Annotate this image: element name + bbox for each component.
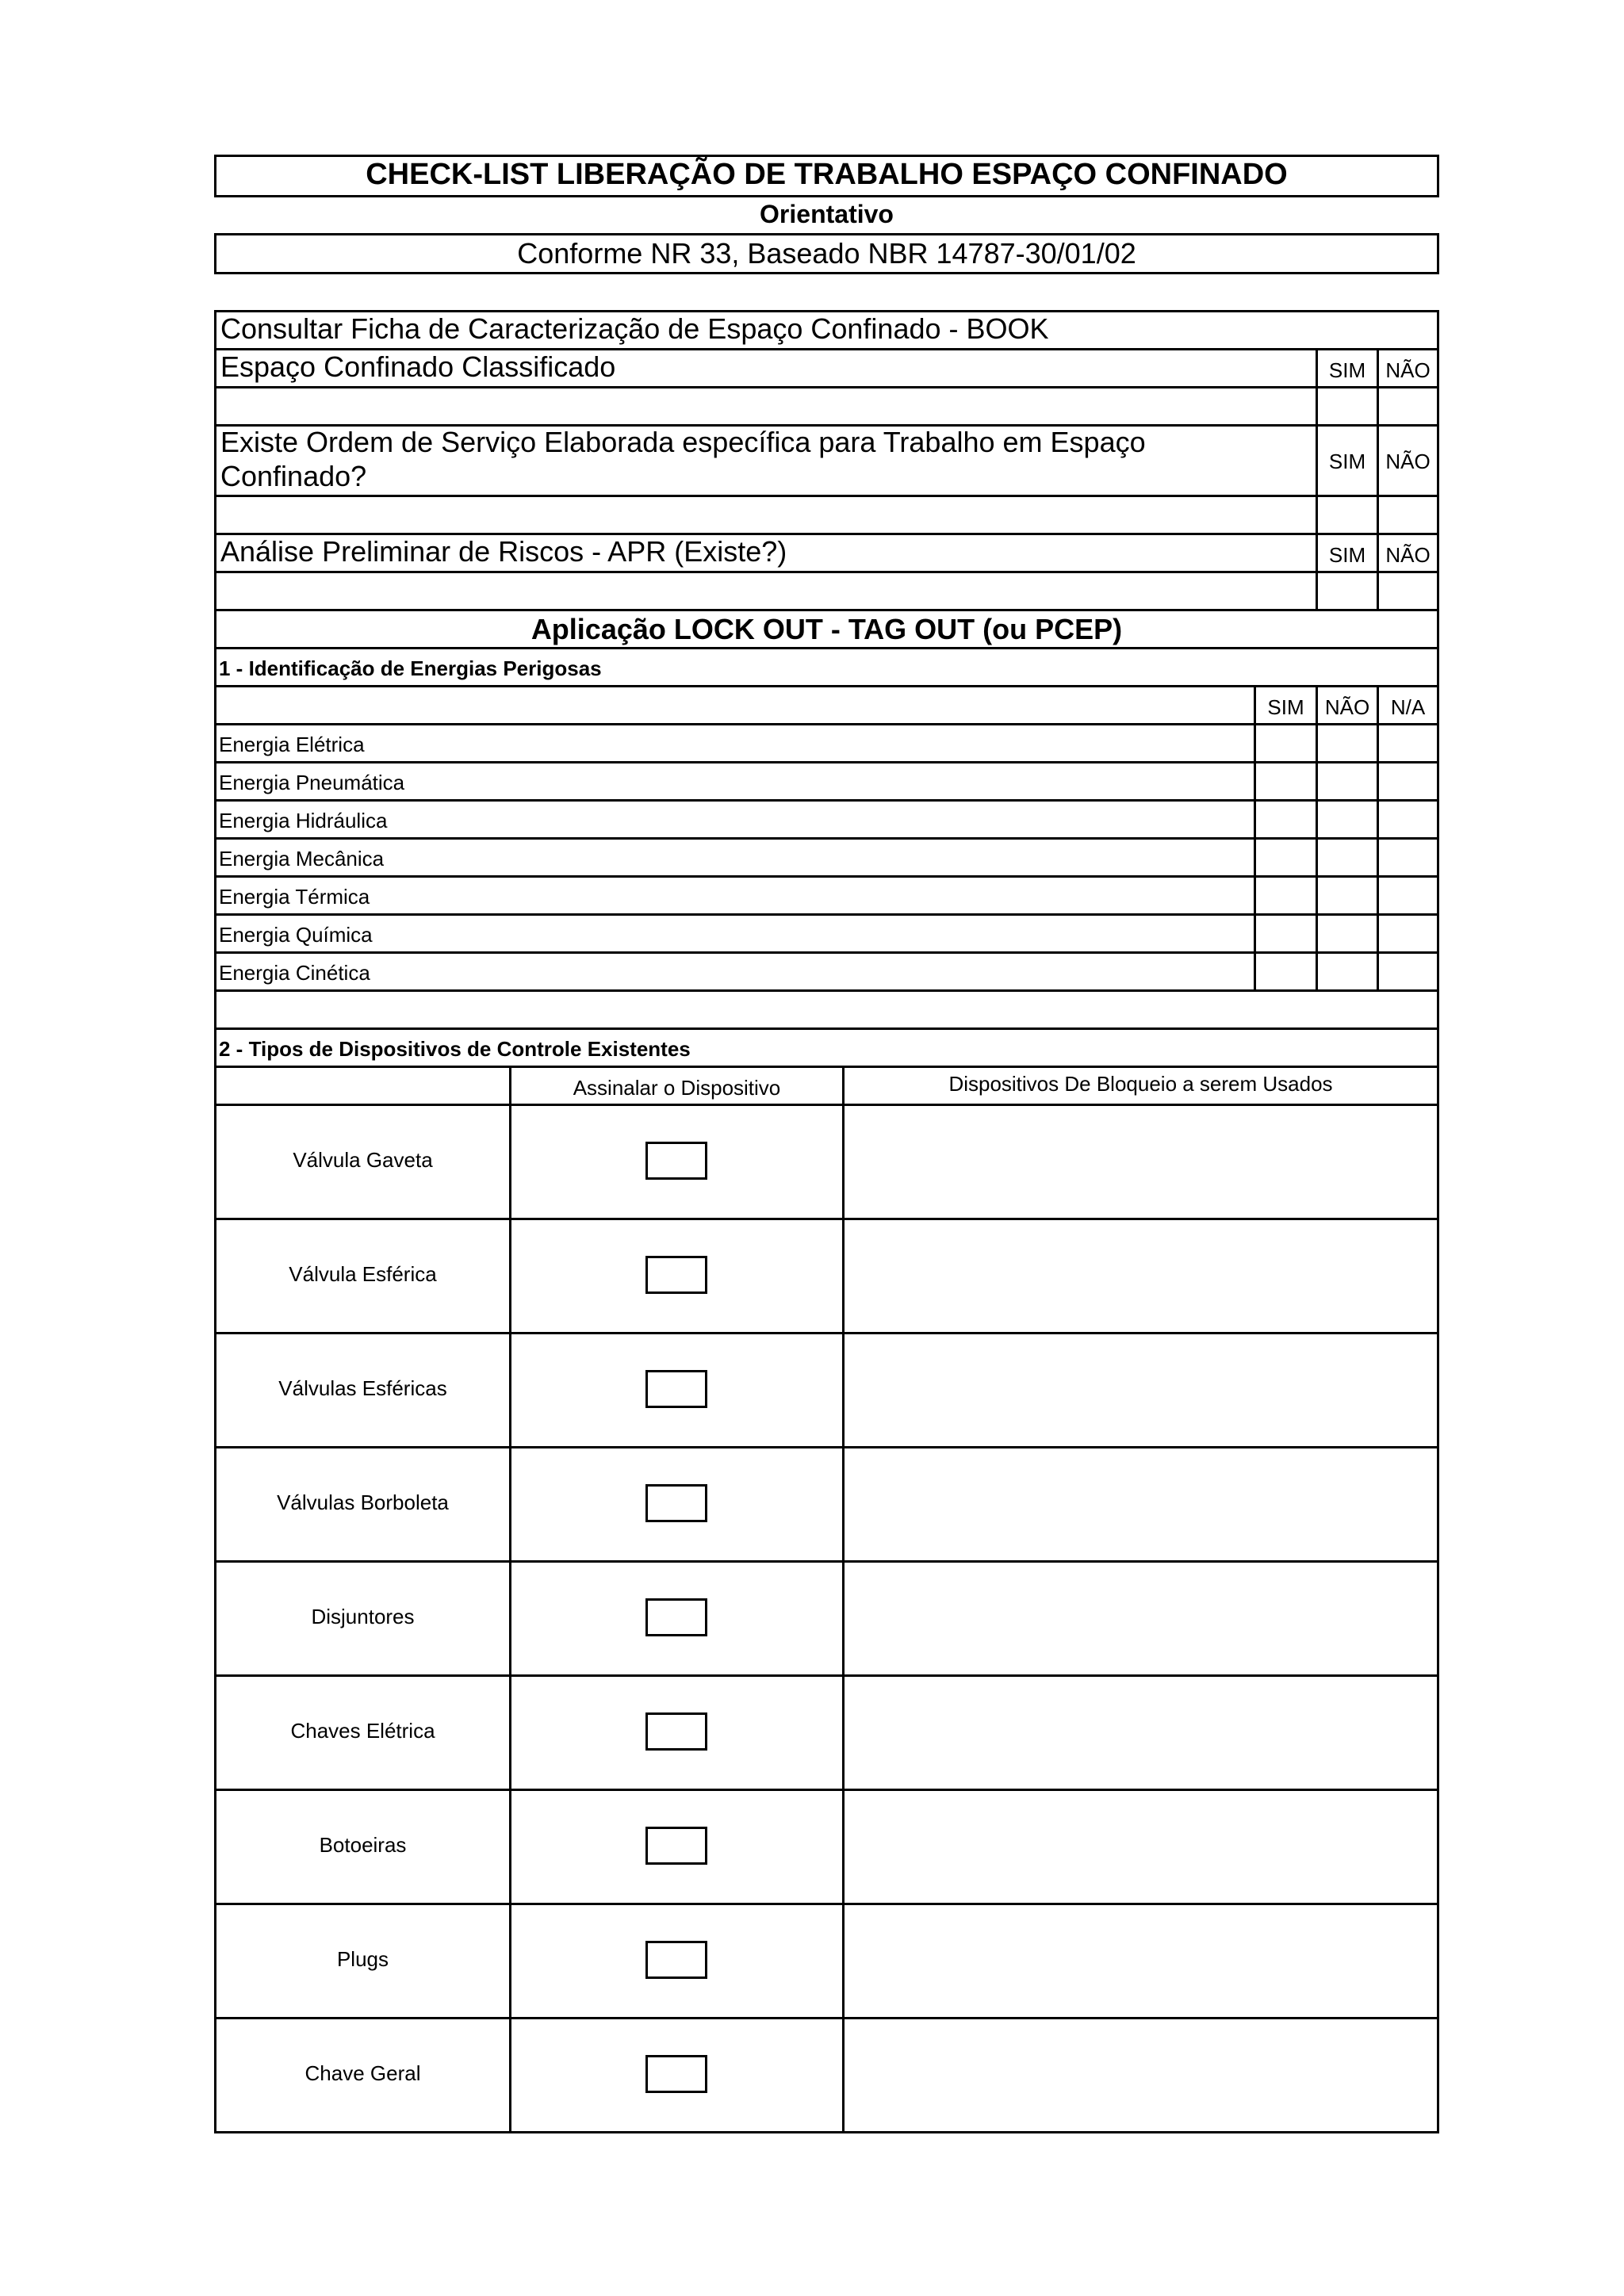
page-title: CHECK-LIST LIBERAÇÃO DE TRABALHO ESPAÇO CONFINADO [366, 158, 1288, 191]
energy-nao-checkbox[interactable] [1316, 951, 1379, 992]
energy-na-checkbox[interactable] [1377, 875, 1439, 916]
device-col-lock-label: Dispositivos De Bloqueio a serem Usados [948, 1072, 1333, 1096]
energy-na-checkbox[interactable] [1377, 913, 1439, 954]
nao-label: NÃO [1385, 358, 1431, 382]
device-checkbox[interactable] [645, 1142, 707, 1180]
device-lock-input[interactable] [842, 1446, 1439, 1563]
nao-label: NÃO [1385, 450, 1431, 473]
question-apr: Análise Preliminar de Riscos - APR (Existe?) [220, 535, 787, 568]
energy-na-checkbox[interactable] [1377, 799, 1439, 840]
energy-nao-checkbox[interactable] [1316, 837, 1379, 878]
device-label: Disjuntores [311, 1605, 415, 1628]
device-checkbox[interactable] [645, 1370, 707, 1408]
energy-label: Energia Mecânica [219, 847, 385, 871]
device-checkbox[interactable] [645, 2055, 707, 2093]
energy-col-sim-label: SIM [1267, 695, 1304, 719]
energy-label: Energia Elétrica [219, 733, 365, 756]
energy-sim-checkbox[interactable] [1254, 837, 1318, 878]
question-service-order-line2: Confinado? [220, 460, 367, 492]
energy-sim-checkbox[interactable] [1254, 799, 1318, 840]
energy-label: Energia Cinética [219, 961, 370, 985]
device-lock-input[interactable] [842, 1218, 1439, 1334]
energy-na-checkbox[interactable] [1377, 723, 1439, 763]
section1-title: 1 - Identificação de Energias Perigosas [219, 656, 602, 680]
device-lock-input[interactable] [842, 1560, 1439, 1677]
page-subtitle: Orientativo [760, 200, 894, 228]
nao-label: NÃO [1385, 543, 1431, 567]
energy-nao-checkbox[interactable] [1316, 875, 1379, 916]
energy-sim-checkbox[interactable] [1254, 913, 1318, 954]
answer-nao-checkbox[interactable] [1377, 571, 1439, 611]
device-label: Válvulas Esféricas [278, 1376, 447, 1400]
energy-row-label-cell [214, 951, 1256, 992]
answer-sim-checkbox[interactable] [1316, 571, 1379, 611]
device-header-empty [214, 1066, 511, 1106]
energy-na-checkbox[interactable] [1377, 951, 1439, 992]
energy-col-na-label: N/A [1390, 695, 1426, 719]
device-lock-input[interactable] [842, 1789, 1439, 1905]
device-label: Válvula Gaveta [293, 1148, 433, 1172]
energy-label: Energia Química [219, 923, 373, 947]
question-classified: Espaço Confinado Classificado [220, 350, 616, 383]
energy-nao-checkbox[interactable] [1316, 913, 1379, 954]
sim-label: SIM [1328, 450, 1366, 473]
energy-row-label-cell [214, 875, 1256, 916]
device-checkbox[interactable] [645, 1712, 707, 1751]
energy-label: Energia Hidráulica [219, 809, 388, 832]
device-lock-input[interactable] [842, 1104, 1439, 1220]
answer-sim-checkbox[interactable] [1316, 495, 1379, 535]
device-label: Botoeiras [319, 1833, 407, 1857]
energy-header-label-cell [214, 685, 1256, 725]
section2-title: 2 - Tipos de Dispositivos de Controle Existentes [219, 1037, 691, 1061]
energy-sim-checkbox[interactable] [1254, 761, 1318, 802]
device-lock-input[interactable] [842, 2017, 1439, 2133]
energy-nao-checkbox[interactable] [1316, 723, 1379, 763]
device-label: Válvula Esférica [289, 1262, 437, 1286]
answer-row-label [214, 495, 1318, 535]
answer-nao-checkbox[interactable] [1377, 386, 1439, 427]
energy-nao-checkbox[interactable] [1316, 799, 1379, 840]
device-checkbox[interactable] [645, 1941, 707, 1979]
spacer-row [214, 989, 1439, 1030]
device-label: Chave Geral [304, 2061, 421, 2085]
answer-row-label [214, 571, 1318, 611]
device-label: Chaves Elétrica [290, 1719, 435, 1743]
question-service-order-line1: Existe Ordem de Serviço Elaborada específica para Trabalho em Espaço [220, 426, 1146, 458]
device-col-mark-label: Assinalar o Dispositivo [573, 1076, 781, 1100]
answer-sim-checkbox[interactable] [1316, 386, 1379, 427]
sim-label: SIM [1328, 358, 1366, 382]
device-lock-input[interactable] [842, 1674, 1439, 1791]
sim-label: SIM [1328, 543, 1366, 567]
device-checkbox[interactable] [645, 1827, 707, 1865]
lockout-title: Aplicação LOCK OUT - TAG OUT (ou PCEP) [530, 613, 1123, 645]
energy-col-nao-label: NÃO [1324, 695, 1370, 719]
reference-text: Conforme NR 33, Baseado NBR 14787-30/01/02 [517, 237, 1136, 270]
energy-na-checkbox[interactable] [1377, 761, 1439, 802]
device-label: Plugs [336, 1947, 389, 1971]
device-label: Válvulas Borboleta [277, 1490, 449, 1514]
energy-label: Energia Térmica [219, 885, 370, 909]
answer-row-label [214, 386, 1318, 427]
energy-sim-checkbox[interactable] [1254, 723, 1318, 763]
energy-na-checkbox[interactable] [1377, 837, 1439, 878]
energy-label: Energia Pneumática [219, 771, 405, 794]
energy-row-label-cell [214, 723, 1256, 763]
consult-text: Consultar Ficha de Caracterização de Espaço Confinado - BOOK [220, 312, 1049, 345]
energy-nao-checkbox[interactable] [1316, 761, 1379, 802]
device-lock-input[interactable] [842, 1903, 1439, 2019]
device-lock-input[interactable] [842, 1332, 1439, 1448]
answer-nao-checkbox[interactable] [1377, 495, 1439, 535]
energy-sim-checkbox[interactable] [1254, 951, 1318, 992]
device-checkbox[interactable] [645, 1256, 707, 1294]
device-checkbox[interactable] [645, 1484, 707, 1522]
energy-sim-checkbox[interactable] [1254, 875, 1318, 916]
device-checkbox[interactable] [645, 1598, 707, 1636]
